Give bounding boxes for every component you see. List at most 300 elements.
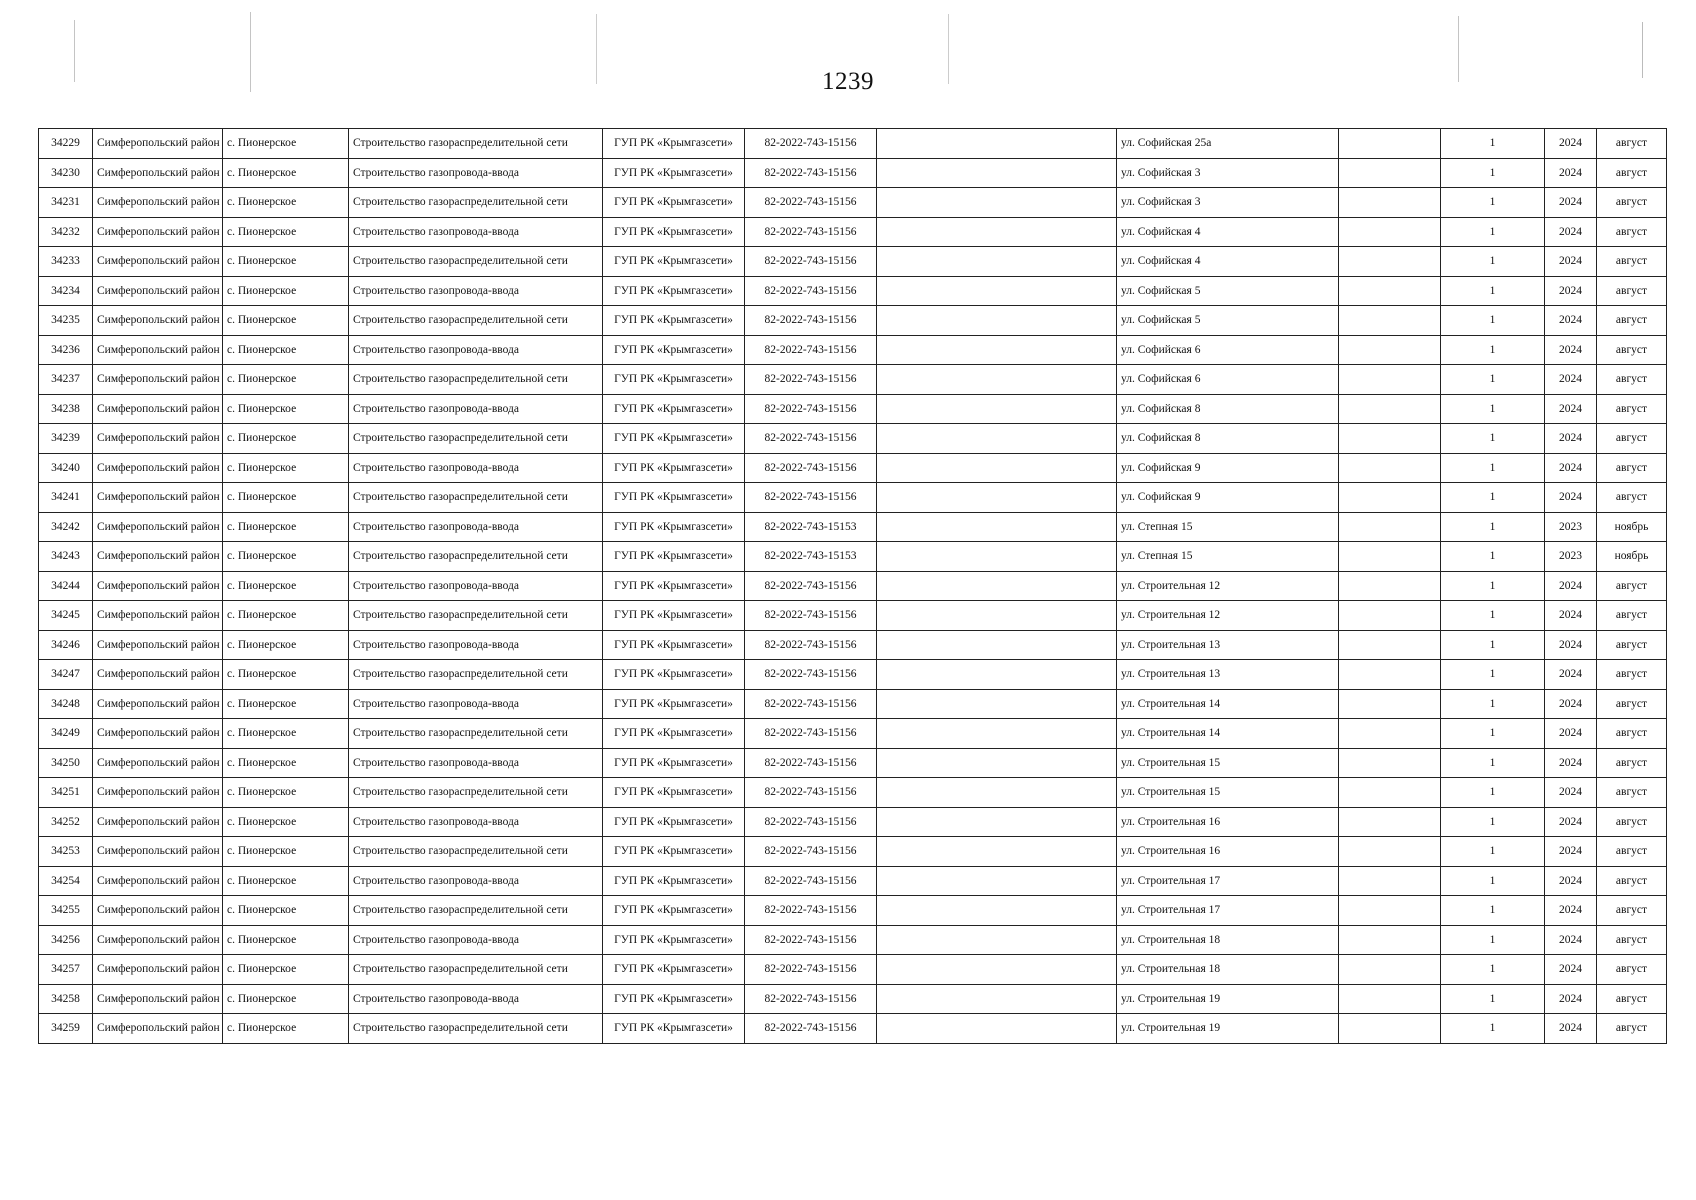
empty-cell (1339, 424, 1441, 454)
district-cell: Симферопольский район (93, 571, 223, 601)
empty-cell (877, 306, 1117, 336)
row-number-cell: 34245 (39, 601, 93, 631)
organization-cell: ГУП РК «Крымгазсети» (603, 365, 745, 395)
district-cell: Симферопольский район (93, 719, 223, 749)
address-cell: ул. Софийская 8 (1117, 424, 1339, 454)
empty-cell (1339, 217, 1441, 247)
registry-code-cell: 82-2022-743-15156 (745, 660, 877, 690)
registry-code-cell: 82-2022-743-15156 (745, 778, 877, 808)
table-row (39, 866, 1667, 896)
work-type-cell: Строительство газораспределительной сети (349, 660, 603, 690)
organization-cell: ГУП РК «Крымгазсети» (603, 158, 745, 188)
quantity-cell: 1 (1441, 129, 1545, 159)
village-cell: с. Пионерское (223, 925, 349, 955)
address-cell: ул. Строительная 17 (1117, 896, 1339, 926)
year-cell: 2024 (1545, 453, 1597, 483)
table-row (39, 601, 1667, 631)
empty-cell (1339, 925, 1441, 955)
year-cell: 2024 (1545, 925, 1597, 955)
empty-cell (1339, 453, 1441, 483)
empty-cell (1339, 483, 1441, 513)
empty-cell (877, 335, 1117, 365)
row-number-cell: 34251 (39, 778, 93, 808)
village-cell: с. Пионерское (223, 778, 349, 808)
registry-code-cell: 82-2022-743-15156 (745, 335, 877, 365)
year-cell: 2024 (1545, 689, 1597, 719)
month-cell: август (1597, 365, 1667, 395)
address-cell: ул. Софийская 3 (1117, 188, 1339, 218)
empty-cell (877, 719, 1117, 749)
year-cell: 2024 (1545, 778, 1597, 808)
month-cell: август (1597, 483, 1667, 513)
empty-cell (877, 276, 1117, 306)
table-row (39, 129, 1667, 159)
table-row (39, 896, 1667, 926)
empty-cell (1339, 689, 1441, 719)
row-number-cell: 34236 (39, 335, 93, 365)
address-cell: ул. Софийская 6 (1117, 335, 1339, 365)
table-row (39, 394, 1667, 424)
empty-cell (877, 217, 1117, 247)
quantity-cell: 1 (1441, 807, 1545, 837)
table-row (39, 925, 1667, 955)
registry-code-cell: 82-2022-743-15156 (745, 158, 877, 188)
registry-code-cell: 82-2022-743-15156 (745, 984, 877, 1014)
year-cell: 2024 (1545, 955, 1597, 985)
table-row (39, 542, 1667, 572)
organization-cell: ГУП РК «Крымгазсети» (603, 571, 745, 601)
work-type-cell: Строительство газораспределительной сети (349, 188, 603, 218)
work-type-cell: Строительство газораспределительной сети (349, 1014, 603, 1044)
registry-code-cell: 82-2022-743-15156 (745, 571, 877, 601)
village-cell: с. Пионерское (223, 129, 349, 159)
registry-code-cell: 82-2022-743-15156 (745, 689, 877, 719)
organization-cell: ГУП РК «Крымгазсети» (603, 217, 745, 247)
empty-cell (877, 660, 1117, 690)
quantity-cell: 1 (1441, 365, 1545, 395)
address-cell: ул. Строительная 18 (1117, 925, 1339, 955)
year-cell: 2024 (1545, 571, 1597, 601)
year-cell: 2024 (1545, 276, 1597, 306)
village-cell: с. Пионерское (223, 306, 349, 336)
work-type-cell: Строительство газопровода-ввода (349, 748, 603, 778)
quantity-cell: 1 (1441, 542, 1545, 572)
empty-cell (1339, 955, 1441, 985)
work-type-cell: Строительство газораспределительной сети (349, 542, 603, 572)
address-cell: ул. Софийская 9 (1117, 453, 1339, 483)
table-row (39, 748, 1667, 778)
row-number-cell: 34240 (39, 453, 93, 483)
registry-code-cell: 82-2022-743-15153 (745, 542, 877, 572)
year-cell: 2024 (1545, 129, 1597, 159)
registry-code-cell: 82-2022-743-15156 (745, 424, 877, 454)
work-type-cell: Строительство газопровода-ввода (349, 512, 603, 542)
quantity-cell: 1 (1441, 453, 1545, 483)
table-row (39, 512, 1667, 542)
empty-cell (877, 542, 1117, 572)
month-cell: август (1597, 807, 1667, 837)
organization-cell: ГУП РК «Крымгазсети» (603, 984, 745, 1014)
empty-cell (877, 689, 1117, 719)
empty-cell (1339, 601, 1441, 631)
month-cell: август (1597, 394, 1667, 424)
quantity-cell: 1 (1441, 925, 1545, 955)
table-row (39, 660, 1667, 690)
registry-code-cell: 82-2022-743-15156 (745, 896, 877, 926)
registry-code-cell: 82-2022-743-15156 (745, 247, 877, 277)
organization-cell: ГУП РК «Крымгазсети» (603, 335, 745, 365)
address-cell: ул. Строительная 14 (1117, 689, 1339, 719)
month-cell: август (1597, 748, 1667, 778)
quantity-cell: 1 (1441, 1014, 1545, 1044)
district-cell: Симферопольский район (93, 689, 223, 719)
village-cell: с. Пионерское (223, 866, 349, 896)
empty-cell (877, 955, 1117, 985)
quantity-cell: 1 (1441, 276, 1545, 306)
quantity-cell: 1 (1441, 630, 1545, 660)
empty-cell (877, 483, 1117, 513)
registry-code-cell: 82-2022-743-15156 (745, 217, 877, 247)
row-number-cell: 34237 (39, 365, 93, 395)
row-number-cell: 34255 (39, 896, 93, 926)
work-type-cell: Строительство газопровода-ввода (349, 394, 603, 424)
empty-cell (1339, 335, 1441, 365)
district-cell: Симферопольский район (93, 925, 223, 955)
address-cell: ул. Строительная 13 (1117, 630, 1339, 660)
year-cell: 2024 (1545, 247, 1597, 277)
district-cell: Симферопольский район (93, 955, 223, 985)
work-type-cell: Строительство газопровода-ввода (349, 984, 603, 1014)
table-row (39, 984, 1667, 1014)
row-number-cell: 34259 (39, 1014, 93, 1044)
month-cell: август (1597, 335, 1667, 365)
address-cell: ул. Строительная 17 (1117, 866, 1339, 896)
village-cell: с. Пионерское (223, 719, 349, 749)
year-cell: 2024 (1545, 483, 1597, 513)
row-number-cell: 34248 (39, 689, 93, 719)
organization-cell: ГУП РК «Крымгазсети» (603, 925, 745, 955)
work-type-cell: Строительство газораспределительной сети (349, 483, 603, 513)
district-cell: Симферопольский район (93, 217, 223, 247)
registry-code-cell: 82-2022-743-15156 (745, 276, 877, 306)
table-row (39, 188, 1667, 218)
table-row (39, 689, 1667, 719)
address-cell: ул. Строительная 14 (1117, 719, 1339, 749)
quantity-cell: 1 (1441, 866, 1545, 896)
district-cell: Симферопольский район (93, 660, 223, 690)
table-row (39, 837, 1667, 867)
work-type-cell: Строительство газораспределительной сети (349, 365, 603, 395)
work-type-cell: Строительство газопровода-ввода (349, 571, 603, 601)
empty-cell (877, 424, 1117, 454)
organization-cell: ГУП РК «Крымгазсети» (603, 542, 745, 572)
month-cell: август (1597, 571, 1667, 601)
organization-cell: ГУП РК «Крымгазсети» (603, 778, 745, 808)
district-cell: Симферопольский район (93, 188, 223, 218)
organization-cell: ГУП РК «Крымгазсети» (603, 453, 745, 483)
work-type-cell: Строительство газораспределительной сети (349, 719, 603, 749)
address-cell: ул. Софийская 5 (1117, 276, 1339, 306)
quantity-cell: 1 (1441, 601, 1545, 631)
empty-cell (1339, 571, 1441, 601)
row-number-cell: 34250 (39, 748, 93, 778)
row-number-cell: 34239 (39, 424, 93, 454)
work-type-cell: Строительство газопровода-ввода (349, 158, 603, 188)
registry-code-cell: 82-2022-743-15156 (745, 483, 877, 513)
month-cell: ноябрь (1597, 512, 1667, 542)
organization-cell: ГУП РК «Крымгазсети» (603, 630, 745, 660)
year-cell: 2024 (1545, 217, 1597, 247)
address-cell: ул. Софийская 4 (1117, 217, 1339, 247)
row-number-cell: 34249 (39, 719, 93, 749)
empty-cell (1339, 394, 1441, 424)
organization-cell: ГУП РК «Крымгазсети» (603, 483, 745, 513)
table-row (39, 1014, 1667, 1044)
district-cell: Симферопольский район (93, 276, 223, 306)
table-row (39, 335, 1667, 365)
registry-code-cell: 82-2022-743-15156 (745, 807, 877, 837)
row-number-cell: 34253 (39, 837, 93, 867)
year-cell: 2024 (1545, 601, 1597, 631)
month-cell: август (1597, 129, 1667, 159)
address-cell: ул. Софийская 9 (1117, 483, 1339, 513)
district-cell: Симферопольский район (93, 306, 223, 336)
month-cell: август (1597, 601, 1667, 631)
month-cell: август (1597, 925, 1667, 955)
table-row (39, 247, 1667, 277)
registry-table (38, 128, 1667, 1044)
year-cell: 2024 (1545, 335, 1597, 365)
quantity-cell: 1 (1441, 748, 1545, 778)
empty-cell (877, 453, 1117, 483)
village-cell: с. Пионерское (223, 453, 349, 483)
organization-cell: ГУП РК «Крымгазсети» (603, 306, 745, 336)
district-cell: Симферопольский район (93, 601, 223, 631)
month-cell: август (1597, 778, 1667, 808)
registry-code-cell: 82-2022-743-15156 (745, 129, 877, 159)
village-cell: с. Пионерское (223, 630, 349, 660)
empty-cell (1339, 542, 1441, 572)
address-cell: ул. Строительная 19 (1117, 984, 1339, 1014)
address-cell: ул. Строительная 19 (1117, 1014, 1339, 1044)
quantity-cell: 1 (1441, 984, 1545, 1014)
month-cell: август (1597, 984, 1667, 1014)
registry-code-cell: 82-2022-743-15156 (745, 837, 877, 867)
district-cell: Симферопольский район (93, 630, 223, 660)
month-cell: август (1597, 217, 1667, 247)
table-row (39, 955, 1667, 985)
row-number-cell: 34254 (39, 866, 93, 896)
row-number-cell: 34247 (39, 660, 93, 690)
month-cell: август (1597, 306, 1667, 336)
empty-cell (1339, 837, 1441, 867)
address-cell: ул. Строительная 12 (1117, 601, 1339, 631)
work-type-cell: Строительство газопровода-ввода (349, 453, 603, 483)
empty-cell (1339, 188, 1441, 218)
page-number: 1239 (822, 68, 874, 95)
work-type-cell: Строительство газораспределительной сети (349, 837, 603, 867)
village-cell: с. Пионерское (223, 542, 349, 572)
row-number-cell: 34258 (39, 984, 93, 1014)
village-cell: с. Пионерское (223, 217, 349, 247)
organization-cell: ГУП РК «Крымгазсети» (603, 660, 745, 690)
year-cell: 2024 (1545, 660, 1597, 690)
quantity-cell: 1 (1441, 306, 1545, 336)
empty-cell (877, 365, 1117, 395)
month-cell: ноябрь (1597, 542, 1667, 572)
empty-cell (877, 866, 1117, 896)
row-number-cell: 34243 (39, 542, 93, 572)
quantity-cell: 1 (1441, 689, 1545, 719)
row-number-cell: 34231 (39, 188, 93, 218)
registry-code-cell: 82-2022-743-15156 (745, 630, 877, 660)
table-row (39, 306, 1667, 336)
empty-cell (1339, 512, 1441, 542)
empty-cell (877, 896, 1117, 926)
year-cell: 2024 (1545, 630, 1597, 660)
address-cell: ул. Софийская 6 (1117, 365, 1339, 395)
registry-code-cell: 82-2022-743-15156 (745, 866, 877, 896)
month-cell: август (1597, 660, 1667, 690)
organization-cell: ГУП РК «Крымгазсети» (603, 188, 745, 218)
empty-cell (1339, 129, 1441, 159)
empty-cell (1339, 630, 1441, 660)
quantity-cell: 1 (1441, 719, 1545, 749)
empty-cell (877, 394, 1117, 424)
district-cell: Симферопольский район (93, 778, 223, 808)
year-cell: 2024 (1545, 1014, 1597, 1044)
address-cell: ул. Софийская 5 (1117, 306, 1339, 336)
registry-code-cell: 82-2022-743-15156 (745, 188, 877, 218)
table-row (39, 483, 1667, 513)
organization-cell: ГУП РК «Крымгазсети» (603, 129, 745, 159)
empty-cell (877, 778, 1117, 808)
work-type-cell: Строительство газопровода-ввода (349, 689, 603, 719)
organization-cell: ГУП РК «Крымгазсети» (603, 896, 745, 926)
row-number-cell: 34257 (39, 955, 93, 985)
organization-cell: ГУП РК «Крымгазсети» (603, 689, 745, 719)
registry-code-cell: 82-2022-743-15156 (745, 748, 877, 778)
month-cell: август (1597, 955, 1667, 985)
village-cell: с. Пионерское (223, 512, 349, 542)
district-cell: Симферопольский район (93, 483, 223, 513)
year-cell: 2024 (1545, 984, 1597, 1014)
row-number-cell: 34256 (39, 925, 93, 955)
empty-cell (1339, 158, 1441, 188)
quantity-cell: 1 (1441, 896, 1545, 926)
work-type-cell: Строительство газораспределительной сети (349, 424, 603, 454)
year-cell: 2024 (1545, 866, 1597, 896)
district-cell: Симферопольский район (93, 158, 223, 188)
empty-cell (1339, 247, 1441, 277)
address-cell: ул. Строительная 16 (1117, 837, 1339, 867)
organization-cell: ГУП РК «Крымгазсети» (603, 424, 745, 454)
address-cell: ул. Степная 15 (1117, 512, 1339, 542)
address-cell: ул. Софийская 25а (1117, 129, 1339, 159)
village-cell: с. Пионерское (223, 660, 349, 690)
village-cell: с. Пионерское (223, 394, 349, 424)
row-number-cell: 34234 (39, 276, 93, 306)
empty-cell (877, 188, 1117, 218)
year-cell: 2024 (1545, 158, 1597, 188)
quantity-cell: 1 (1441, 955, 1545, 985)
work-type-cell: Строительство газопровода-ввода (349, 807, 603, 837)
district-cell: Симферопольский район (93, 748, 223, 778)
empty-cell (1339, 984, 1441, 1014)
work-type-cell: Строительство газопровода-ввода (349, 866, 603, 896)
row-number-cell: 34244 (39, 571, 93, 601)
year-cell: 2024 (1545, 719, 1597, 749)
row-number-cell: 34242 (39, 512, 93, 542)
address-cell: ул. Софийская 3 (1117, 158, 1339, 188)
district-cell: Симферопольский район (93, 365, 223, 395)
quantity-cell: 1 (1441, 571, 1545, 601)
row-number-cell: 34241 (39, 483, 93, 513)
organization-cell: ГУП РК «Крымгазсети» (603, 394, 745, 424)
registry-code-cell: 82-2022-743-15153 (745, 512, 877, 542)
empty-cell (877, 601, 1117, 631)
table-row (39, 217, 1667, 247)
empty-cell (1339, 778, 1441, 808)
table-row (39, 719, 1667, 749)
work-type-cell: Строительство газопровода-ввода (349, 925, 603, 955)
district-cell: Симферопольский район (93, 1014, 223, 1044)
row-number-cell: 34246 (39, 630, 93, 660)
month-cell: август (1597, 453, 1667, 483)
month-cell: август (1597, 689, 1667, 719)
organization-cell: ГУП РК «Крымгазсети» (603, 601, 745, 631)
work-type-cell: Строительство газораспределительной сети (349, 247, 603, 277)
empty-cell (877, 630, 1117, 660)
empty-cell (1339, 306, 1441, 336)
village-cell: с. Пионерское (223, 807, 349, 837)
month-cell: август (1597, 276, 1667, 306)
village-cell: с. Пионерское (223, 276, 349, 306)
address-cell: ул. Степная 15 (1117, 542, 1339, 572)
row-number-cell: 34252 (39, 807, 93, 837)
organization-cell: ГУП РК «Крымгазсети» (603, 1014, 745, 1044)
village-cell: с. Пионерское (223, 158, 349, 188)
empty-cell (877, 571, 1117, 601)
year-cell: 2023 (1545, 512, 1597, 542)
quantity-cell: 1 (1441, 424, 1545, 454)
organization-cell: ГУП РК «Крымгазсети» (603, 837, 745, 867)
month-cell: август (1597, 719, 1667, 749)
quantity-cell: 1 (1441, 217, 1545, 247)
registry-code-cell: 82-2022-743-15156 (745, 394, 877, 424)
empty-cell (1339, 896, 1441, 926)
district-cell: Симферопольский район (93, 837, 223, 867)
year-cell: 2024 (1545, 748, 1597, 778)
empty-cell (877, 925, 1117, 955)
village-cell: с. Пионерское (223, 1014, 349, 1044)
work-type-cell: Строительство газораспределительной сети (349, 896, 603, 926)
year-cell: 2024 (1545, 896, 1597, 926)
district-cell: Симферопольский район (93, 807, 223, 837)
month-cell: август (1597, 247, 1667, 277)
year-cell: 2024 (1545, 188, 1597, 218)
district-cell: Симферопольский район (93, 335, 223, 365)
quantity-cell: 1 (1441, 158, 1545, 188)
month-cell: август (1597, 158, 1667, 188)
table-row (39, 630, 1667, 660)
village-cell: с. Пионерское (223, 335, 349, 365)
quantity-cell: 1 (1441, 188, 1545, 218)
empty-cell (1339, 276, 1441, 306)
registry-code-cell: 82-2022-743-15156 (745, 1014, 877, 1044)
village-cell: с. Пионерское (223, 571, 349, 601)
work-type-cell: Строительство газопровода-ввода (349, 335, 603, 365)
